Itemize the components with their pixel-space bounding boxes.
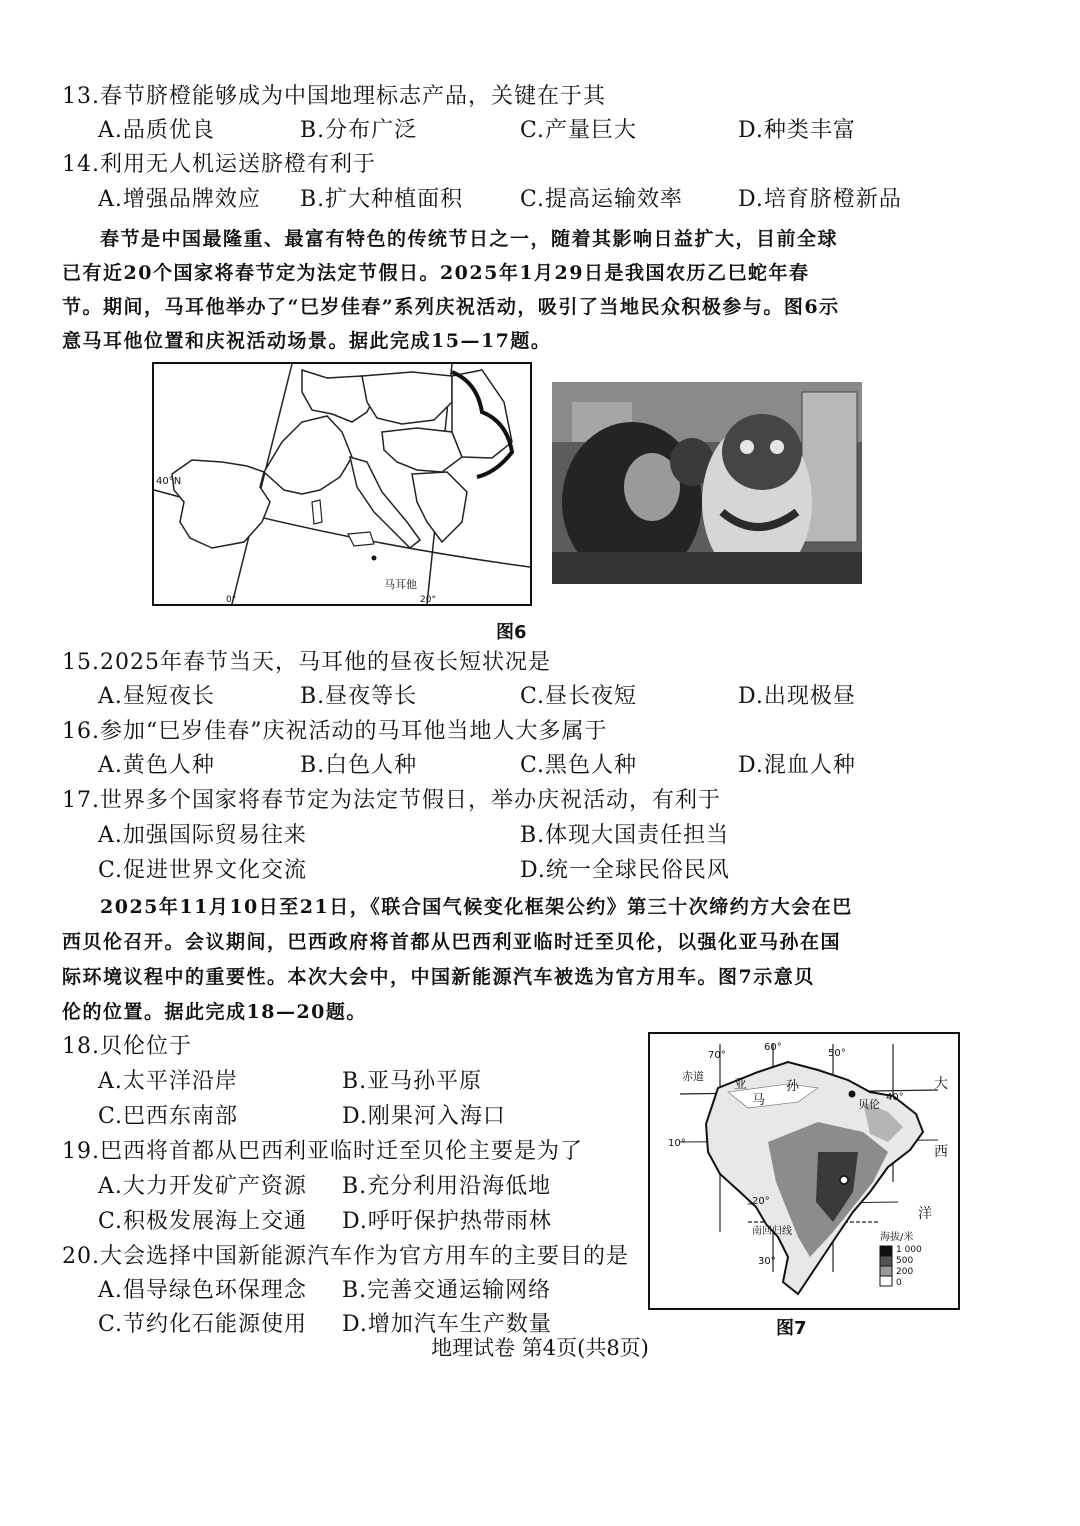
figure-6-caption: 图6 (496, 622, 527, 643)
legend-swatch-0 (880, 1276, 892, 1286)
question-15-option-c: C.昼长夜短 (520, 684, 638, 709)
label-50w: 50° (828, 1048, 846, 1059)
label-belem: 贝伦 (858, 1098, 880, 1111)
question-20-option-a: A.倡导绿色环保理念 (98, 1278, 307, 1303)
brasilia-point (840, 1176, 848, 1184)
passage-1-line-2: 已有近20个国家将春节定为法定节假日。2025年1月29日是我国农历乙巳蛇年春 (62, 262, 810, 284)
label-malta: 马耳他 (384, 578, 417, 591)
question-20-option-c: C.节约化石能源使用 (98, 1312, 308, 1337)
passage-2-line-4: 伦的位置。据此完成18—20题。 (62, 1001, 367, 1023)
malta-point (372, 556, 377, 561)
question-18-option-d: D.刚果河入海口 (342, 1104, 506, 1129)
question-17-option-b: B.体现大国责任担当 (520, 823, 730, 848)
question-14-option-b: B.扩大种植面积 (300, 187, 464, 212)
label-10s: 10° (668, 1138, 686, 1149)
question-17-option-a: A.加强国际贸易往来 (98, 823, 307, 848)
page-footer: 地理试卷 第4页(共8页) (431, 1336, 649, 1360)
question-15-option-a: A.昼短夜长 (98, 684, 215, 709)
label-20s: 20° (752, 1196, 770, 1207)
legend-value-200: 200 (896, 1267, 914, 1277)
question-15-stem: 15.2025年春节当天，马耳他的昼夜长短状况是 (62, 650, 551, 675)
label-70w: 70° (708, 1050, 726, 1061)
label-ya: 亚 (734, 1077, 748, 1092)
passage-1-line-4: 意马耳他位置和庆祝活动场景。据此完成15—17题。 (62, 330, 552, 352)
question-17-option-c: C.促进世界文化交流 (98, 858, 308, 883)
question-15-option-b: B.昼夜等长 (300, 684, 418, 709)
label-60w: 60° (764, 1042, 782, 1053)
legend-value-1000: 1 000 (896, 1245, 922, 1255)
question-20-stem: 20.大会选择中国新能源汽车作为官方用车的主要目的是 (62, 1244, 629, 1269)
passage-1-line-3: 节。期间，马耳他举办了“巳岁佳春”系列庆祝活动，吸引了当地民众积极参与。图6示 (62, 296, 840, 318)
question-16-option-c: C.黑色人种 (520, 753, 638, 778)
sardinia-shape (312, 500, 322, 524)
label-ma: 马 (752, 1093, 766, 1108)
label-equator: 赤道 (682, 1070, 704, 1083)
question-18-option-c: C.巴西东南部 (98, 1104, 239, 1129)
label-tropic: 南回归线 (752, 1226, 792, 1237)
europe-map (152, 362, 532, 606)
question-20-option-d: D.增加汽车生产数量 (342, 1312, 552, 1337)
celebration-photo (552, 382, 862, 584)
question-19-option-a: A.大力开发矿产资源 (98, 1174, 307, 1199)
lion-head (722, 414, 802, 490)
question-19-option-b: B.充分利用沿海低地 (342, 1174, 552, 1199)
passage-2-line-3: 际环境议程中的重要性。本次大会中，中国新能源汽车被选为官方用车。图7示意贝 (62, 966, 815, 988)
question-17-option-d: D.统一全球民俗民风 (520, 858, 730, 883)
question-13-option-d: D.种类丰富 (738, 118, 856, 143)
poland-shape (362, 372, 452, 424)
question-20-option-b: B.完善交通运输网络 (342, 1278, 552, 1303)
figure-7-caption: 图7 (776, 1318, 807, 1339)
question-14-stem: 14.利用无人机运送脐橙有利于 (62, 152, 376, 177)
legend-swatch-500 (880, 1256, 892, 1266)
label-40n: 40°N (156, 476, 182, 487)
label-sun: 孙 (786, 1079, 800, 1094)
passage-2-line-1: 2025年11月10日至21日，《联合国气候变化框架公约》第三十次缔约方大会在巴 (100, 896, 853, 918)
question-16-option-b: B.白色人种 (300, 753, 418, 778)
passage-2-line-2: 西贝伦召开。会议期间，巴西政府将首都从巴西利亚临时迁至贝伦，以强化亚马孙在国 (62, 931, 842, 953)
question-13-stem: 13.春节脐橙能够成为中国地理标志产品，关键在于其 (62, 84, 606, 109)
legend-swatch-200 (880, 1266, 892, 1276)
question-18-option-a: A.太平洋沿岸 (98, 1069, 238, 1094)
label-20e: 20° (420, 595, 436, 605)
question-19-stem: 19.巴西将首都从巴西利亚临时迁至贝伦主要是为了 (62, 1139, 583, 1164)
legend-title: 海拔/米 (880, 1232, 914, 1243)
label-yang: 洋 (918, 1206, 932, 1222)
legend-value-500: 500 (896, 1256, 914, 1266)
legend-value-0: 0 (896, 1278, 902, 1288)
question-19-option-c: C.积极发展海上交通 (98, 1209, 308, 1234)
question-14-option-c: C.提高运输效率 (520, 187, 684, 212)
label-30s: 30° (758, 1256, 776, 1267)
belem-point (849, 1091, 856, 1098)
question-15-option-d: D.出现极昼 (738, 684, 856, 709)
question-19-option-d: D.呼吁保护热带雨林 (342, 1209, 552, 1234)
label-da: 大 (934, 1076, 948, 1092)
question-16-stem: 16.参加“巳岁佳春”庆祝活动的马耳他当地人大多属于 (62, 719, 608, 744)
question-18-stem: 18.贝伦位于 (62, 1034, 192, 1059)
label-0: 0° (226, 595, 237, 605)
label-xi: 西 (934, 1144, 948, 1160)
question-13-option-a: A.品质优良 (98, 118, 215, 143)
question-13-option-b: B.分布广泛 (300, 118, 418, 143)
question-17-stem: 17.世界多个国家将春节定为法定节假日，举办庆祝活动，有利于 (62, 788, 721, 813)
question-14-option-a: A.增强品牌效应 (98, 187, 261, 212)
question-16-option-a: A.黄色人种 (98, 753, 215, 778)
question-14-option-d: D.培育脐橙新品 (738, 187, 902, 212)
question-13-option-c: C.产量巨大 (520, 118, 638, 143)
label-40w: 40° (886, 1092, 904, 1103)
legend-swatch-1000 (880, 1246, 892, 1256)
question-16-option-d: D.混血人种 (738, 753, 856, 778)
question-18-option-b: B.亚马孙平原 (342, 1069, 483, 1094)
brazil-map (648, 1032, 960, 1310)
passage-1-line-1: 春节是中国最隆重、最富有特色的传统节日之一，随着其影响日益扩大，目前全球 (100, 228, 839, 250)
